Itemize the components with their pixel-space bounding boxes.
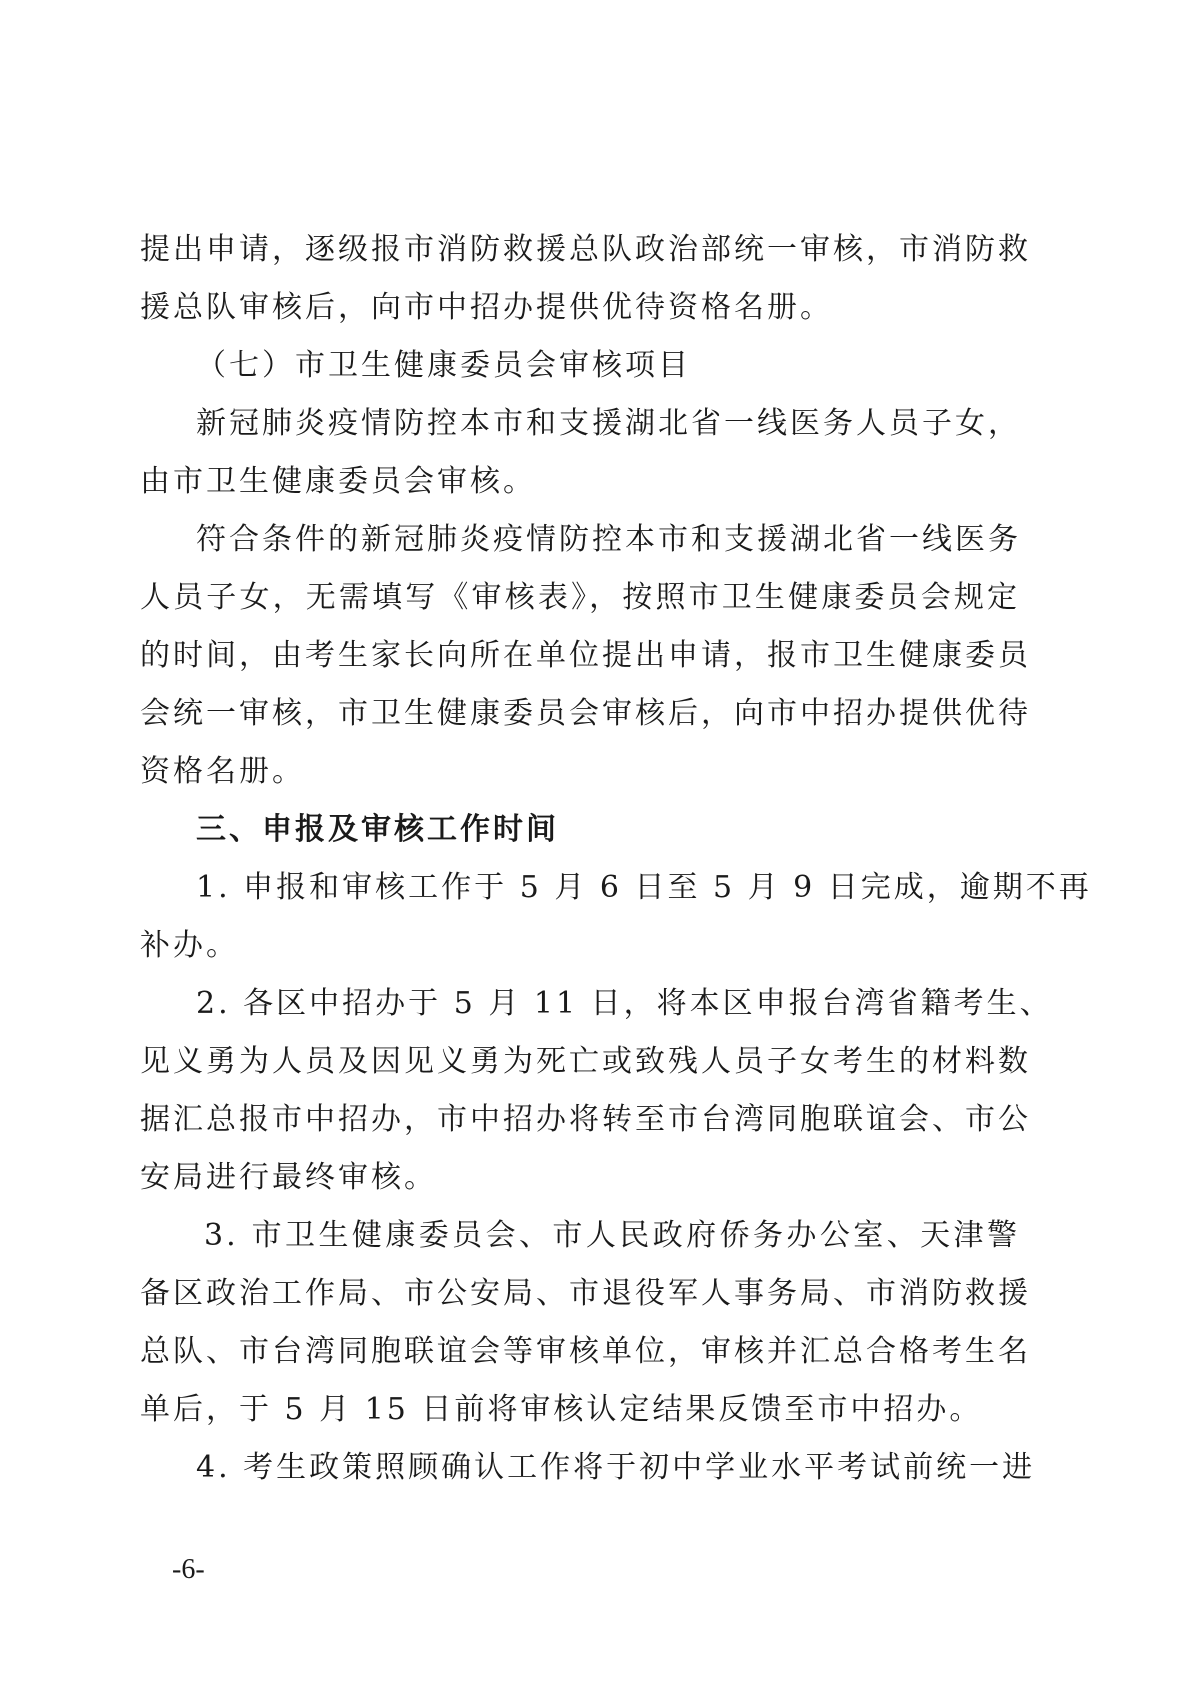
list-item-line: 备区政治工作局、市公安局、市退役军人事务局、市消防救援	[140, 1276, 1031, 1311]
list-item-line: 1. 申报和审核工作于 5 月 6 日至 5 月 9 日完成，逾期不再	[196, 870, 1092, 905]
list-item-line: 2. 各区中招办于 5 月 11 日，将本区申报台湾省籍考生、	[196, 986, 1053, 1021]
section-heading: 三、申报及审核工作时间	[196, 812, 559, 847]
list-item-line: 单后，于 5 月 15 日前将审核认定结果反馈至市中招办。	[140, 1392, 983, 1427]
body-text-line: 提出申请，逐级报市消防救援总队政治部统一审核，市消防救	[140, 232, 1031, 267]
body-text-line: 的时间，由考生家长向所在单位提出申请，报市卫生健康委员	[140, 638, 1031, 673]
list-item-line: 总队、市台湾同胞联谊会等审核单位，审核并汇总合格考生名	[140, 1334, 1031, 1369]
body-text-line: 援总队审核后，向市中招办提供优待资格名册。	[140, 290, 833, 325]
list-item-line: 3. 市卫生健康委员会、市人民政府侨务办公室、天津警	[204, 1218, 1020, 1253]
body-text-line: 人员子女，无需填写《审核表》，按照市卫生健康委员会规定	[140, 580, 1020, 615]
list-item-line: 4. 考生政策照顾确认工作将于初中学业水平考试前统一进	[196, 1450, 1036, 1485]
body-text-line: 由市卫生健康委员会审核。	[140, 464, 536, 499]
list-item-line: 安局进行最终审核。	[140, 1160, 437, 1195]
list-item-line: 补办。	[140, 928, 239, 963]
list-item-line: 见义勇为人员及因见义勇为死亡或致残人员子女考生的材料数	[140, 1044, 1031, 1079]
body-text-line: 资格名册。	[140, 754, 305, 789]
body-text-line: 会统一审核，市卫生健康委员会审核后，向市中招办提供优待	[140, 696, 1031, 731]
body-text-line: 新冠肺炎疫情防控本市和支援湖北省一线医务人员子女，	[196, 406, 1021, 441]
page-number: -6-	[172, 1554, 205, 1585]
list-item-line: 据汇总报市中招办，市中招办将转至市台湾同胞联谊会、市公	[140, 1102, 1031, 1137]
section-subheading: （七）市卫生健康委员会审核项目	[196, 348, 691, 383]
body-text-line: 符合条件的新冠肺炎疫情防控本市和支援湖北省一线医务	[196, 522, 1021, 557]
